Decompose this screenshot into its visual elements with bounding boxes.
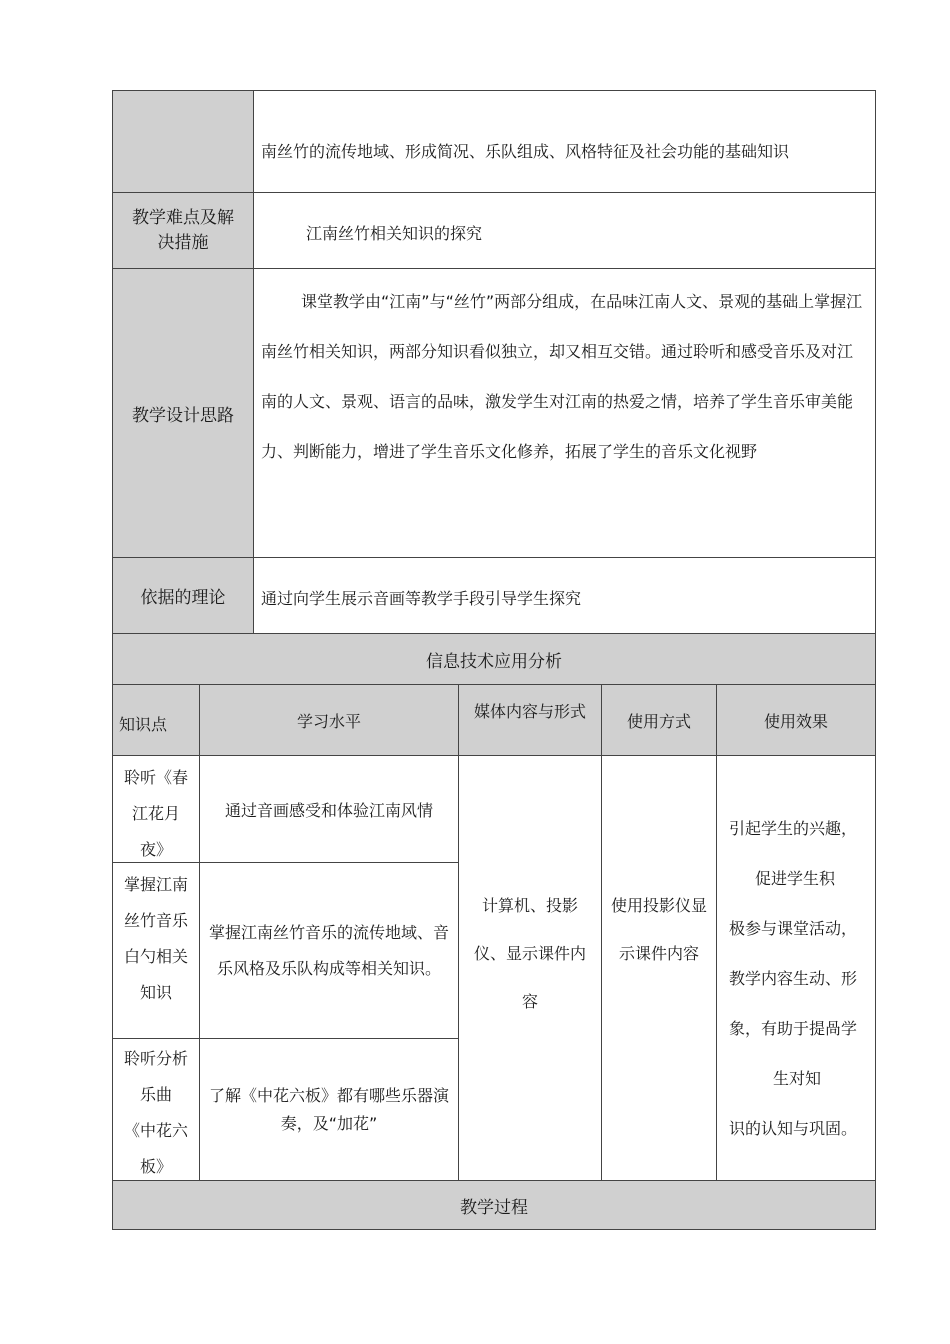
difficulty-label-cell <box>113 192 253 268</box>
process-section-title: 教学过程 <box>460 1197 528 1218</box>
info-section-title: 信息技术应用分析 <box>426 651 562 672</box>
media-content-cell: 计算机、投影仪、显示课件内容 <box>458 755 601 1180</box>
difficulty-content-cell <box>253 192 875 268</box>
learning-level-cell: 了解《中花六板》都有哪些乐器演奏，及“加花” <box>199 1038 458 1180</box>
difficulty-label-line2: 决措施 <box>157 232 209 253</box>
continued-label-cell <box>113 91 253 192</box>
usage-effect-cell: 引起学生的兴趣， 促进学生积 极参与课堂活动， 教学内容生动、形 象，有助于提咼学 生对知 识的认知与巩固。 <box>716 755 875 1180</box>
continued-content-cell <box>253 91 875 192</box>
header-usage-method: 使用方式 <box>601 684 716 755</box>
theory-content-text: 通过向学生展示音画等教学手段引导学生探究 <box>261 589 582 608</box>
header-knowledge-point: 知识点 <box>113 684 199 755</box>
difficulty-content-text: 江南丝竹相关知识的探究 <box>306 224 483 243</box>
learning-level-cell: 掌握江南丝竹音乐的流传地域、音乐风格及乐队构成等相关知识。 <box>199 862 458 1038</box>
lesson-plan-table <box>112 90 876 1230</box>
design-label-cell <box>113 268 253 557</box>
learning-level-cell: 通过音画感受和体验江南风情 <box>199 755 458 862</box>
difficulty-label-line1: 教学难点及解 <box>132 207 234 228</box>
design-label: 教学设计思路 <box>132 405 234 426</box>
knowledge-point-cell: 聆听《春 江花月 夜》 <box>113 755 199 862</box>
theory-label: 依据的理论 <box>140 588 226 608</box>
continued-content-text: 南丝竹的流传地域、形成简况、乐队组成、风格特征及社会功能的基础知识 <box>261 142 790 161</box>
header-learning-level: 学习水平 <box>199 684 458 755</box>
header-usage-effect: 使用效果 <box>716 684 875 755</box>
design-content-cell <box>253 268 875 557</box>
theory-content-cell <box>253 557 875 633</box>
process-section-header <box>113 1180 875 1229</box>
design-content-text: 课堂教学由“江南”与“丝竹”两部分组成，在品味江南人文、景观的基础上掌握江南丝竹相关知识，两部分知识看似独立，却又相互交错。通过聆听和感受音乐及对江南的人文、景观、语言的品味，激发学生对江南的热爱之情，培养了学生音乐审美能力、判断能力，增进了学生音乐文化修养，拓展了学生的音乐文化视野 <box>261 292 863 461</box>
header-media-content: 媒体内容与形式 <box>458 684 601 755</box>
usage-method-cell: 使用投影仪显示课件内容 <box>601 755 716 1180</box>
knowledge-point-cell: 聆听分析 乐曲 《中花六 板》 <box>113 1038 199 1180</box>
knowledge-point-cell: 掌握江南 丝竹音乐 白勺相关 知识 <box>113 862 199 1038</box>
info-section-header <box>113 633 875 684</box>
theory-label-cell <box>113 557 253 633</box>
